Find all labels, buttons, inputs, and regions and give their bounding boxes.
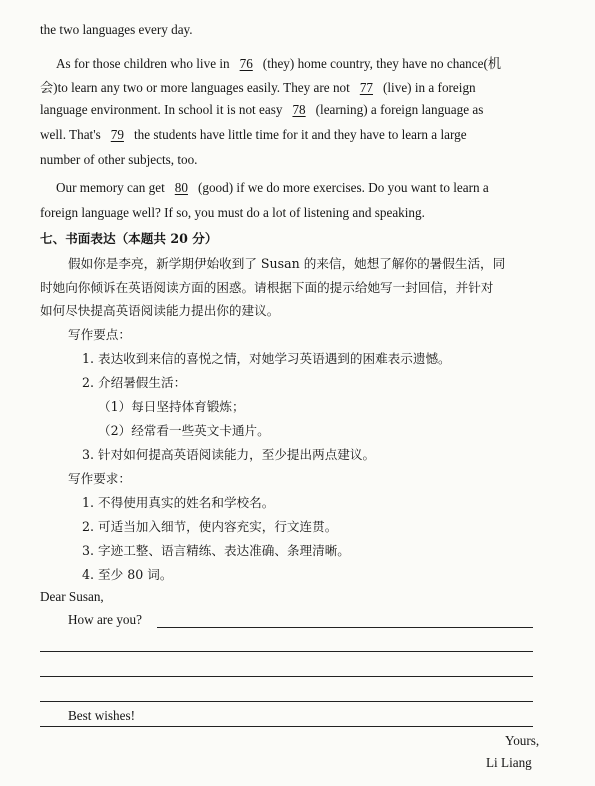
writing-line-4[interactable] (40, 701, 533, 702)
blank-79: 79 (110, 127, 124, 142)
passage-p2-line-3: language environment. In school it is not easy 78 (learning) a foreign language as (40, 102, 484, 117)
passage-p2-line-1: As for those children who live in 76 (they) home country, they have no chance(机 (56, 56, 502, 71)
point-2-sub-1: （1）每日坚持体育锻炼； (98, 399, 245, 414)
passage-p2-line-5: number of other subjects, too. (40, 152, 198, 167)
point-2: 2. 介绍暑假生活： (82, 375, 187, 390)
point-1: 1. 表达收到来信的喜悦之情，对她学习英语遇到的困难表示遗憾。 (82, 351, 451, 366)
blank-78: 78 (292, 102, 306, 117)
letter-greeting: Dear Susan, (40, 589, 104, 604)
passage-p3-line-1: Our memory can get 80 (good) if we do more exercises. Do you want to learn a (56, 180, 489, 195)
writing-line-3[interactable] (40, 676, 533, 677)
blank-80: 80 (174, 180, 188, 195)
point-2-sub-2: （2）经常看一些英文卡通片。 (98, 423, 270, 438)
points-title: 写作要点： (68, 327, 131, 342)
section-heading: 七、书面表达（本题共 20 分） (40, 231, 218, 246)
intro-line-2: 时她向你倾诉在英语阅读方面的困惑。请根据下面的提示给她写一封回信，并针对 (40, 280, 494, 295)
letter-closing: Best wishes! (68, 708, 136, 723)
blank-76: 76 (239, 56, 253, 71)
writing-line-5[interactable] (40, 726, 533, 727)
passage-line-0: the two languages every day. (40, 22, 193, 37)
intro-line-3: 如何尽快提高英语阅读能力提出你的建议。 (40, 303, 280, 318)
writing-line-1[interactable] (157, 627, 533, 628)
passage-p3-line-2: foreign language well? If so, you must do a lot of listening and speaking. (40, 205, 425, 220)
passage-p2-line-2: 会)to learn any two or more languages easily. They are not 77 (live) in a foreign (40, 80, 476, 95)
intro-line-1: 假如你是李亮，新学期伊始收到了 Susan 的来信，她想了解你的暑假生活，同 (68, 256, 506, 271)
requirement-3: 3. 字迹工整、语言精练、表达准确、条理清晰。 (82, 543, 350, 558)
point-3: 3. 针对如何提高英语阅读能力，至少提出两点建议。 (82, 447, 376, 462)
passage-p2-line-4: well. That's 79 the students have little time for it and they have to learn a large (40, 127, 467, 142)
requirement-2: 2. 可适当加入细节，使内容充实，行文连贯。 (82, 519, 338, 534)
requirement-4: 4. 至少 80 词。 (82, 567, 173, 582)
letter-signature: Li Liang (486, 755, 532, 770)
writing-line-2[interactable] (40, 651, 533, 652)
requirement-1: 1. 不得使用真实的姓名和学校名。 (82, 495, 275, 510)
requirements-title: 写作要求： (68, 471, 131, 486)
blank-77: 77 (359, 80, 373, 95)
letter-opening: How are you? (68, 612, 142, 627)
letter-signoff: Yours, (505, 733, 540, 748)
